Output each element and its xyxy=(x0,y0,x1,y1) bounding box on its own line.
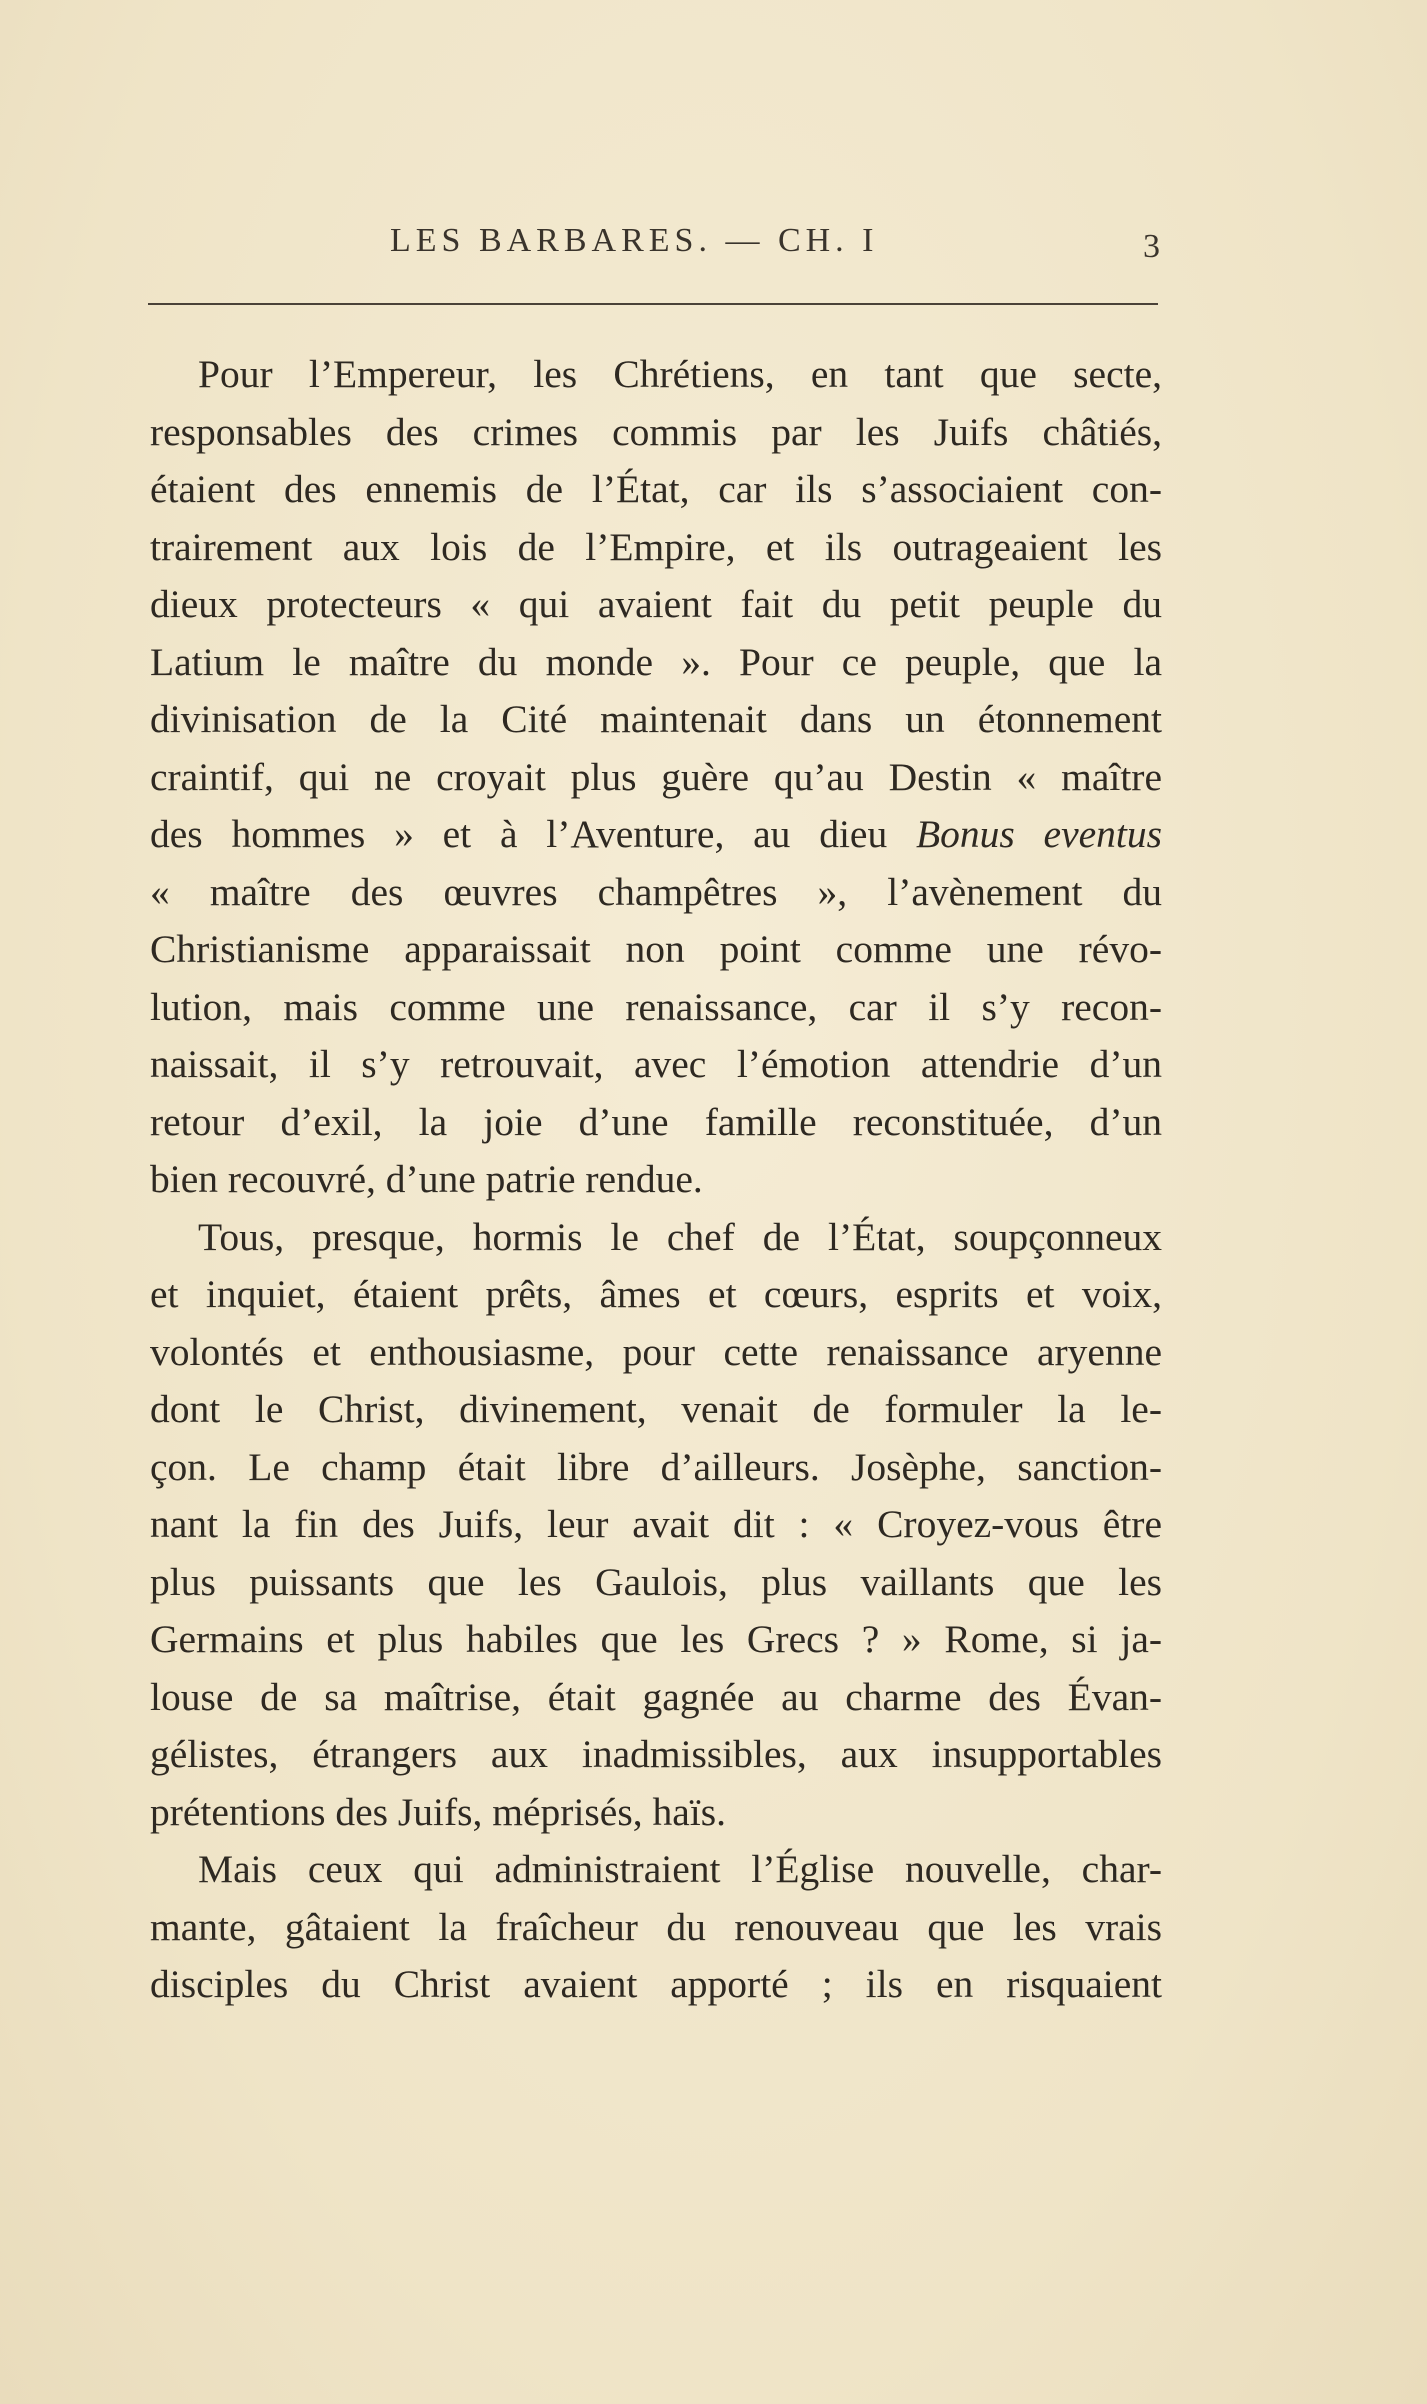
text-line: volontés et enthousiasme, pour cette renaissance aryenne xyxy=(150,1329,1162,1374)
text-line: craintif, qui ne croyait plus guère qu’au Destin « maître xyxy=(150,754,1162,799)
text-line: lution, mais comme une renaissance, car il s’y recon- xyxy=(150,984,1162,1029)
body-text xyxy=(150,346,1162,2014)
text-line: plus puissants que les Gaulois, plus vaillants que les xyxy=(150,1559,1162,1604)
text-line: Latium le maître du monde ». Pour ce peuple, que la xyxy=(150,639,1162,684)
header-rule xyxy=(148,303,1158,305)
text-line: prétentions des Juifs, méprisés, haïs. xyxy=(150,1789,726,1834)
text-line: et inquiet, étaient prêts, âmes et cœurs, esprits et voix, xyxy=(150,1272,1162,1316)
text-line: disciples du Christ avaient apporté ; ils en risquaient xyxy=(150,1962,1162,2006)
text-line: nant la fin des Juifs, leur avait dit : « Croyez-vous être xyxy=(150,1502,1162,1546)
text-line: naissait, il s’y retrouvait, avec l’émotion attendrie d’un xyxy=(150,1042,1162,1086)
text-line: Germains et plus habiles que les Grecs ? » Rome, si ja- xyxy=(150,1617,1162,1661)
text-line: dont le Christ, divinement, venait de formuler la le- xyxy=(150,1387,1162,1431)
text-line: responsables des crimes commis par les Juifs châtiés, xyxy=(150,409,1162,454)
text-line: divinisation de la Cité maintenait dans un étonnement xyxy=(150,697,1162,741)
italic-phrase: Bonus eventus xyxy=(916,812,1162,856)
text-line: çon. Le champ était libre d’ailleurs. Josèphe, sanction- xyxy=(150,1444,1162,1489)
page-header xyxy=(150,222,1160,292)
text-line: mante, gâtaient la fraîcheur du renouveau que les vrais xyxy=(150,1904,1162,1949)
text-line: « maître des œuvres champêtres », l’avènement du xyxy=(150,869,1162,914)
page-number: 3 xyxy=(1143,228,1160,265)
paragraph-2 xyxy=(150,1209,1162,1842)
text-line: Pour l’Empereur, les Chrétiens, en tant que secte, xyxy=(198,352,1162,396)
text-line: Tous, presque, hormis le chef de l’État, soupçonneux xyxy=(198,1214,1162,1259)
text-line: étaient des ennemis de l’État, car ils s’associaient con- xyxy=(150,467,1162,511)
paragraph-3 xyxy=(150,1841,1162,2014)
text-line: retour d’exil, la joie d’une famille reconstituée, d’un xyxy=(150,1099,1162,1144)
running-title: LES BARBARES. — CH. I xyxy=(390,222,879,259)
paragraph-1 xyxy=(150,346,1162,1209)
text-line: trairement aux lois de l’Empire, et ils outrageaient les xyxy=(150,524,1162,569)
text-line: bien recouvré, d’une patrie rendue. xyxy=(150,1157,703,1201)
text-line: gélistes, étrangers aux inadmissibles, aux insupportables xyxy=(150,1732,1162,1776)
text-line: Christianisme apparaissait non point comme une révo- xyxy=(150,927,1162,971)
text-line: louse de sa maîtrise, était gagnée au charme des Évan- xyxy=(150,1674,1162,1719)
text-line: Mais ceux qui administraient l’Église nouvelle, char- xyxy=(198,1847,1162,1891)
text-line: dieux protecteurs « qui avaient fait du petit peuple du xyxy=(150,582,1162,626)
text-segment: des hommes » et à l’Aventure, au dieu xyxy=(150,812,916,856)
text-line-with-italic xyxy=(150,806,1162,864)
